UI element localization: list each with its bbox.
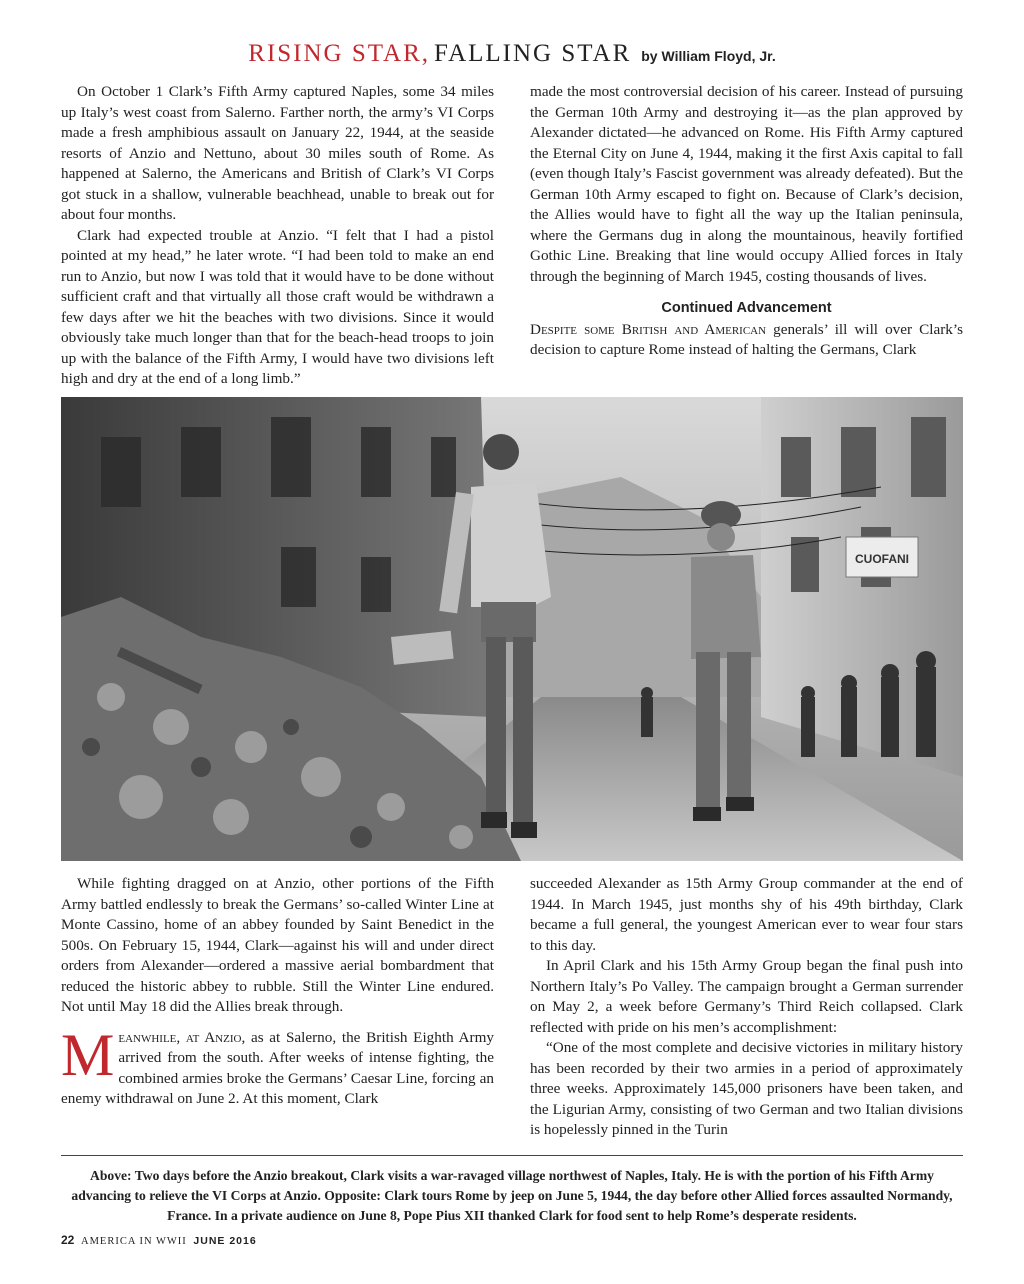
column-2-bottom bbox=[530, 874, 963, 1141]
page-footer bbox=[61, 1233, 257, 1247]
column-1-bottom bbox=[61, 874, 494, 1110]
paragraph: While fighting dragged on at Anzio, other portions of the Fifth Army battled endlessly to break the Germans’ so-called Winter Line at Monte Cassino, home of an abbey founded by Saint Benedict in the 500s. On February 15, 1944, Clark—against his will and under direct orders from Alexander—ordered a massive aerial bombardment that reduced the historic abbey to rubble. Still the Winter Line endured. Not until May 18 did the Allies break through. bbox=[61, 875, 494, 1015]
photo-clark-village-street bbox=[61, 397, 963, 861]
shop-sign-text: CUOFANI bbox=[855, 552, 909, 566]
caption-divider bbox=[61, 1155, 963, 1156]
column-1-top bbox=[61, 82, 494, 390]
title-falling-star: FALLING STAR bbox=[434, 40, 632, 67]
paragraph-text: generals’ ill will over Clark’s decision to capture Rome instead of halting the Germans, Clark bbox=[530, 320, 963, 358]
issue-date: JUNE 2016 bbox=[193, 1235, 257, 1247]
paragraph: made the most controversial decision of his career. Instead of pursuing the German 10th Army and destroying it—as the plan approved by Alexander dictated—he advanced on Rome. His Fifth Army captured the Eternal City on June 4, 1944, making it the first Axis capital to fall (even though Italy’s Fascist government was already defeated). But the German 10th Army escaped to fight on. Because of Clark’s decision, the Allies would have to fight all the way up the Italian peninsula, where the Germans dug in along the mountainous, heavily fortified Gothic Line. Breaking that line would occupy Allied forces in Italy through the beginning of March 1945, costing thousands of lives. bbox=[530, 83, 963, 285]
page-number: 22 bbox=[61, 1233, 75, 1247]
byline: by William Floyd, Jr. bbox=[641, 48, 776, 64]
column-2-top bbox=[530, 82, 963, 361]
paragraph bbox=[61, 1021, 494, 1110]
article-header bbox=[0, 40, 1024, 68]
smallcaps-lead: Despite some British and American bbox=[530, 320, 767, 338]
paragraph bbox=[530, 320, 963, 361]
paragraph-text: as at Salerno, the British Eighth Army arrived from the south. After weeks of intense fighting, the combined armies broke the Germans’ Caesar Line, forcing an enemy withdrawal on June 2. At this moment, Clark bbox=[61, 1028, 494, 1107]
smallcaps-lead: eanwhile, at Anzio, bbox=[118, 1028, 246, 1046]
drop-cap: M bbox=[61, 1021, 115, 1088]
paragraph: In April Clark and his 15th Army Group began the final push into Northern Italy’s Po Valley. The campaign brought a German surrender on May 2, a week before Germany’s Third Reich collapsed. Clark reflected with pride on his men’s accomplishment: bbox=[530, 957, 963, 1036]
paragraph: On October 1 Clark’s Fifth Army captured Naples, some 34 miles up Italy’s west coast from Salerno. Farther north, the army’s VI Corps made a fresh amphibious assault on January 22, 1944, at the seaside resorts of Anzio and Nettuno, about 30 miles south of Rome. As happened at Salerno, the Americans and British of Clark’s VI Corps got stuck in a shallow, vulnerable beachhead, unable to break out for about four months. bbox=[61, 83, 494, 223]
photo-caption: Above: Two days before the Anzio breakout, Clark visits a war-ravaged village northwest of Naples, Italy. He is with the portion of his Fifth Army advancing to relieve the VI Corps at Anzio. Opposite: Clark tours Rome by jeep on June 5, 1944, the day before other Allied forces assaulted Normandy, France. In a private audience on June 8, Pope Pius XII thanked Clark for food sent to help Rome’s desperate residents. bbox=[71, 1168, 953, 1223]
magazine-name: AMERICA IN WWII bbox=[80, 1236, 187, 1247]
paragraph: Clark had expected trouble at Anzio. “I felt that I had a pistol pointed at my head,” he later wrote. “I had been told to make an end run to Anzio, but now I was told that it would have to be done without sufficient craft and that virtually all those craft would be withdrawn a few days after we hit the beaches with two divisions. Since it would obviously take much longer than that for the beach-head troops to join up with the balance of the Fifth Army, I would have two divisions left high and dry at the end of a long limb.” bbox=[61, 226, 494, 387]
title-rising-star: RISING STAR, bbox=[248, 40, 431, 67]
paragraph: succeeded Alexander as 15th Army Group commander at the end of 1944. In March 1945, just months shy of his 49th birthday, Clark became a full general, the youngest American ever to wear four stars to this day. bbox=[530, 875, 963, 954]
paragraph: “One of the most complete and decisive victories in military history has been recorded by their two armies in a period of approximately three weeks. Approximately 145,000 prisoners have been taken, and the Ligurian Army, consisting of two German and two Italian divisions is hopelessly pinned in the Turin bbox=[530, 1039, 963, 1138]
subheading: Continued Advancement bbox=[661, 300, 832, 316]
